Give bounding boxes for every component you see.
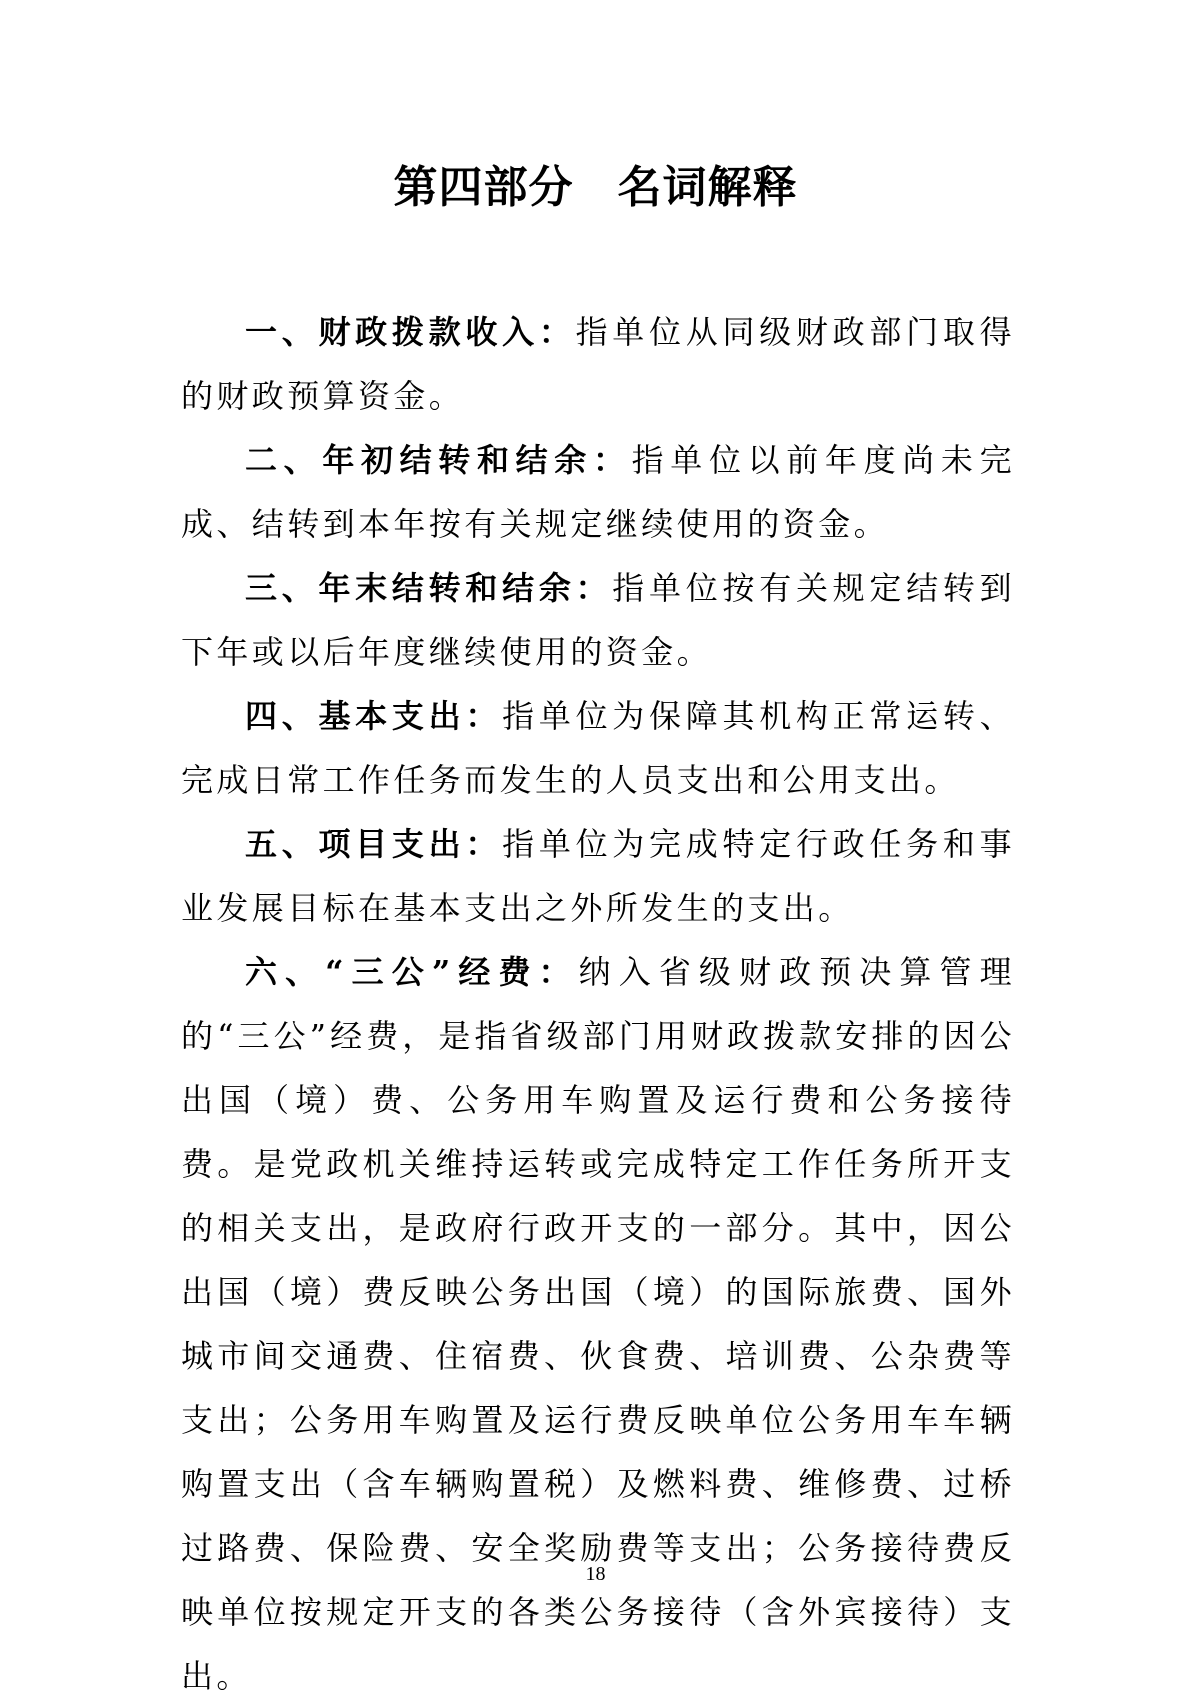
definition-paragraph [181, 556, 1015, 684]
definition-term: 四、基本支出： [245, 697, 503, 735]
definition-term: 一、财政拨款收入： [245, 313, 576, 351]
definition-text: 指单位为保障其机构正常运转、完成日常工作任务而发生的人员支出和公用支出。 [181, 697, 1015, 799]
definition-paragraph [181, 812, 1015, 940]
definition-term: 五、项目支出： [245, 825, 503, 863]
definition-paragraph [181, 940, 1015, 1708]
definition-text: 纳入省级财政预决算管理的“三公”经费，是指省级部门用财政拨款安排的因公出国（境）费、公务用车购置及运行费和公务接待费。是党政机关维持运转或完成特定工作任务所开支的相关支出，是政府行政开支的一部分。其中，因公出国（境）费反映公务出国（境）的国际旅费、国外城市间交通费、住宿费、伙食费、培训费、公杂费等支出；公务用车购置及运行费反映单位公务用车车辆购置支出（含车辆购置税）及燃料费、维修费、过桥过路费、保险费、安全奖励费等支出；公务接待费反映单位按规定开支的各类公务接待（含外宾接待）支出。 [181, 953, 1015, 1695]
definition-term: 六、“三公”经费： [245, 953, 579, 991]
definition-text: 指单位按有关规定结转到下年或以后年度继续使用的资金。 [181, 569, 1015, 671]
definition-paragraph [181, 300, 1015, 428]
definition-term: 二、年初结转和结余： [245, 441, 632, 479]
definition-text: 指单位以前年度尚未完成、结转到本年按有关规定继续使用的资金。 [181, 441, 1015, 543]
definition-text: 指单位为完成特定行政任务和事业发展目标在基本支出之外所发生的支出。 [181, 825, 1015, 927]
title-part: 第四部分 [393, 162, 574, 213]
definition-paragraph [181, 684, 1015, 812]
page-title [0, 158, 1191, 218]
definition-term: 三、年末结转和结余： [245, 569, 613, 607]
page-number: 18 [585, 1563, 606, 1585]
definition-paragraph [181, 428, 1015, 556]
title-name: 名词解释 [617, 162, 798, 213]
definitions-list [181, 300, 1015, 1708]
definition-text: 指单位从同级财政部门取得的财政预算资金。 [181, 313, 1015, 415]
